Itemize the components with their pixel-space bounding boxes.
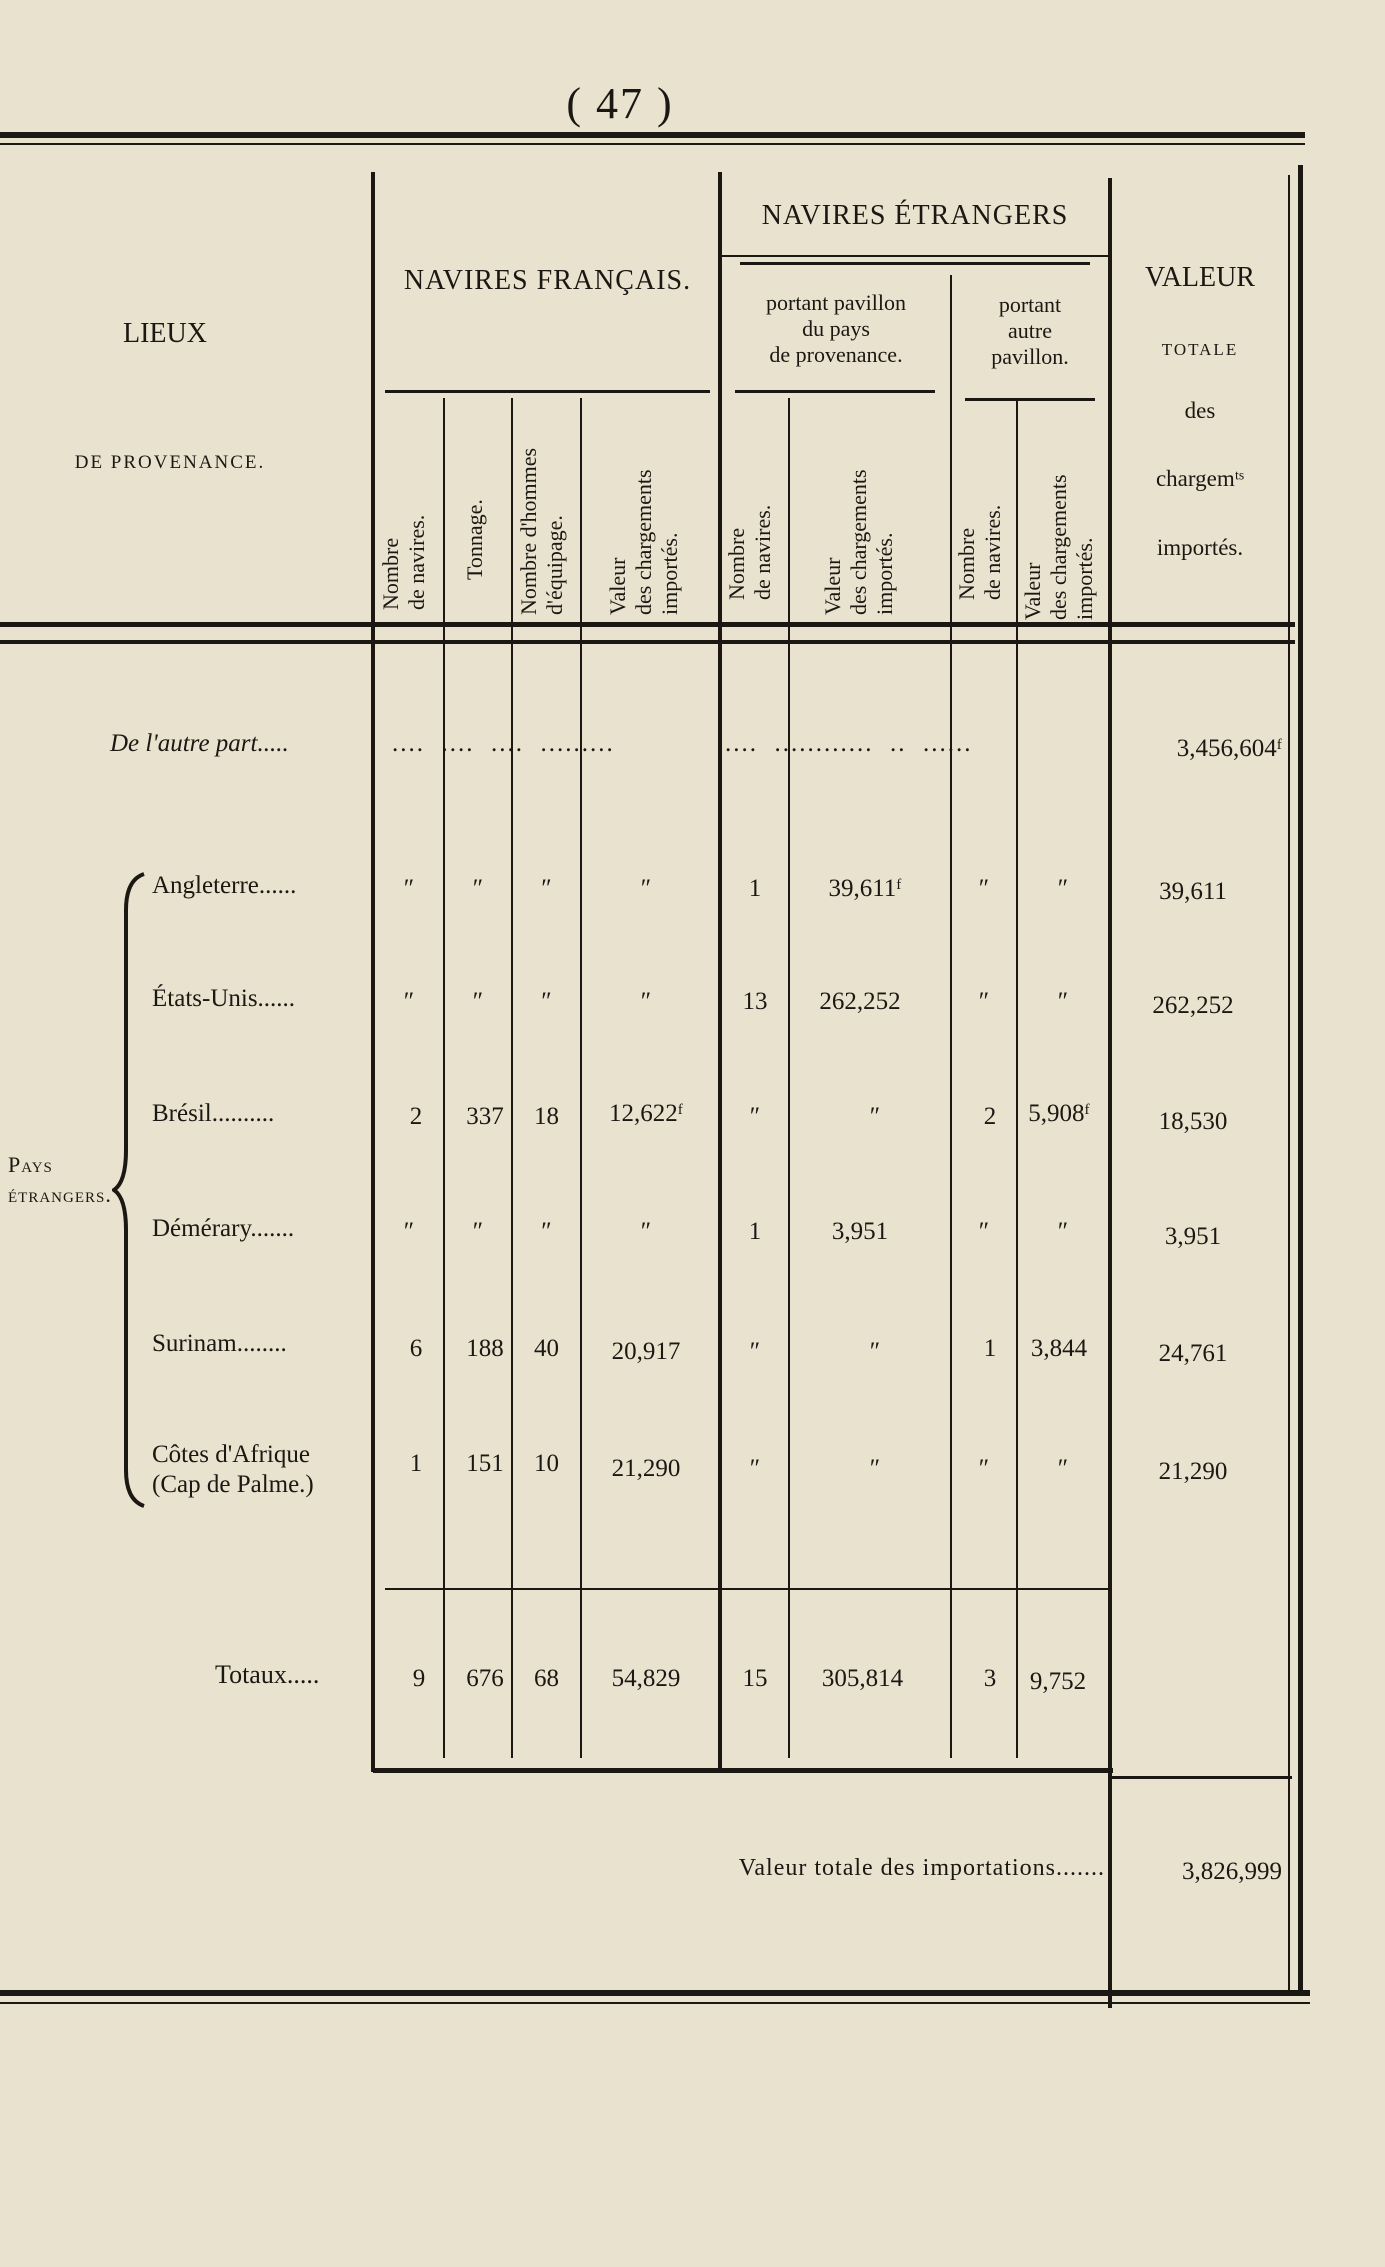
cell-et-val: 262,252 [819,988,901,1015]
totaux-au-nav: 3 [983,1665,997,1692]
totaux-et-nav: 15 [742,1665,768,1692]
cell-au-nav: ″ [978,875,990,902]
cell-total: 39,611 [1159,878,1227,905]
cell-et-nav: ″ [749,1338,761,1365]
sep-au-1 [1016,398,1018,1758]
cell-au-val: ″ [1057,1218,1069,1245]
cell-fr-ton: ″ [472,988,484,1015]
totaux-fr-hom: 68 [534,1665,559,1692]
rule-fr-brace [385,390,710,393]
sep-fr-2 [511,398,513,1758]
header-portant-pavillon: portant pavillon du pays de provenance. [766,290,906,367]
page-number: ( 47 ) [566,79,674,128]
carry-label: De l'autre part..... [110,730,289,757]
rule-et-sub-2 [965,398,1095,401]
carry-dots-etrangers: .... ............ .. ...... [725,730,973,757]
cell-et-val: 3,951 [831,1218,889,1245]
cell-au-val: ″ [1057,1455,1069,1482]
cell-fr-hom: ″ [541,1218,552,1245]
cell-fr-ton: ″ [472,1218,484,1245]
frame-right [1298,165,1303,1995]
cell-fr-val: 20,917 [611,1338,681,1365]
totaux-label: Totaux..... [215,1660,320,1689]
cell-fr-nav: ″ [403,1218,415,1245]
cell-fr-ton: 337 [466,1103,504,1130]
cell-fr-nav: ″ [403,988,415,1015]
cell-et-nav: 13 [742,988,768,1015]
cell-et-nav: ″ [749,1103,761,1130]
totaux-et-val: 305,814 [821,1665,904,1692]
header-valeur: VALEUR [1145,262,1255,293]
header-lieux: LIEUX [123,318,207,349]
row-name: Surinam........ [152,1330,287,1357]
cell-et-nav: 1 [748,875,762,902]
header-navires-francais: NAVIRES FRANÇAIS. [403,265,692,296]
cell-fr-hom: 10 [534,1450,559,1477]
cell-au-nav: ″ [978,988,990,1015]
cell-et-val: 39,611ᶠ [828,875,902,902]
totaux-fr-val: 54,829 [611,1665,681,1692]
cell-et-val: ″ [869,1455,881,1482]
cell-fr-hom: 18 [534,1103,559,1130]
carry-dots-francais: .... .... .... ......... [392,730,615,757]
header-totale: TOTALE [1161,340,1239,359]
cell-au-nav: 2 [983,1103,997,1130]
group-label-pays-etrangers: Pays étrangers. [8,1152,112,1207]
col-header-fr-nombre: Nombre de navires. [378,514,429,610]
totaux-fr-nav: 9 [412,1665,426,1692]
cell-total: 3,951 [1164,1223,1222,1250]
cell-fr-hom: 40 [534,1335,559,1362]
cell-et-nav: 1 [748,1218,762,1245]
header-bottom-rule [0,622,1295,627]
cell-total: 24,761 [1158,1340,1228,1367]
col-header-fr-valeur: Valeur des chargements importés. [605,469,682,615]
rule-et-brace [740,262,1090,265]
row-name: Côtes d'Afrique (Cap de Palme.) [152,1441,314,1498]
col-header-fr-hommes: Nombre d'hommes d'équipage. [516,447,567,615]
top-rule [0,132,1305,138]
grand-total-label: Valeur totale des importations....... [738,1855,1105,1881]
cell-fr-val: ″ [640,1218,652,1245]
cell-total: 21,290 [1158,1458,1228,1485]
cell-fr-val: ″ [640,875,652,902]
cell-fr-ton: 188 [466,1335,504,1362]
col-header-fr-tonnage: Tonnage. [462,499,487,580]
row-name: Angleterre...... [152,872,297,899]
col-header-et-valeur: Valeur des chargements importés. [820,469,897,615]
row-name: États-Unis...... [152,985,296,1012]
header-navires-etrangers: NAVIRES ÉTRANGERS [761,200,1069,231]
grand-total-value: 3,826,999 [1182,1858,1282,1885]
bottom-rule [0,1990,1310,1996]
cell-fr-nav: 6 [409,1335,423,1362]
cell-fr-nav: 1 [409,1450,423,1477]
cell-fr-ton: 151 [466,1450,504,1477]
cell-au-val: 5,908ᶠ [1028,1100,1090,1127]
header-des: des [1184,398,1216,423]
sep-fr-et [718,172,722,1772]
grand-total-rule [1112,1776,1292,1779]
row-name: Brésil.......... [152,1100,275,1127]
sep-et-1 [788,398,790,1758]
frame-right-inner [1288,175,1290,1993]
brace-icon [112,870,148,1510]
totals-bottom-rule [373,1768,1113,1773]
header-bottom-rule-2 [0,640,1295,644]
cell-au-val: ″ [1057,875,1069,902]
bottom-rule-thin [0,2002,1310,2004]
cell-au-nav: ″ [978,1218,990,1245]
header-de-provenance: DE PROVENANCE. [74,452,266,473]
sep-fr-1 [443,398,445,1758]
rule-et-top [722,255,1108,257]
cell-total: 18,530 [1158,1108,1228,1135]
sep-lieux [371,172,375,1772]
rule-et-sub-1 [735,390,935,393]
cell-au-nav: 1 [983,1335,997,1362]
cell-au-val: ″ [1057,988,1069,1015]
cell-fr-ton: ″ [472,875,484,902]
top-rule-thin [0,143,1305,145]
cell-au-val: 3,844 [1030,1335,1088,1362]
cell-et-val: ″ [869,1338,881,1365]
cell-fr-nav: 2 [409,1103,423,1130]
cell-et-nav: ″ [749,1455,761,1482]
cell-total: 262,252 [1152,992,1234,1019]
totaux-fr-ton: 676 [466,1665,504,1692]
sep-et-au [950,275,952,1758]
col-header-et-nombre: Nombre de navires. [724,504,775,600]
cell-fr-hom: ″ [541,988,552,1015]
sep-fr-3 [580,398,582,1758]
sep-au-total [1108,178,1112,2008]
row-name: Démérary....... [152,1215,295,1242]
header-portant-autre: portant autre pavillon. [991,292,1069,369]
cell-fr-hom: ″ [541,875,552,902]
col-header-au-nombre: Nombre de navires. [954,504,1005,600]
header-importes: importés. [1156,535,1244,560]
col-header-au-valeur: Valeur des chargements importés. [1020,474,1097,620]
totals-top-rule [385,1588,1110,1590]
cell-et-val: ″ [869,1103,881,1130]
cell-au-nav: ″ [978,1455,990,1482]
totaux-au-val: 9,752 [1029,1668,1087,1695]
header-chargements: chargemᵗˢ [1155,466,1245,491]
cell-fr-val: 21,290 [611,1455,681,1482]
cell-fr-nav: ″ [403,875,415,902]
carry-total: 3,456,604ᶠ [1176,735,1282,762]
cell-fr-val: 12,622ᶠ [609,1100,683,1127]
cell-fr-val: ″ [640,988,652,1015]
